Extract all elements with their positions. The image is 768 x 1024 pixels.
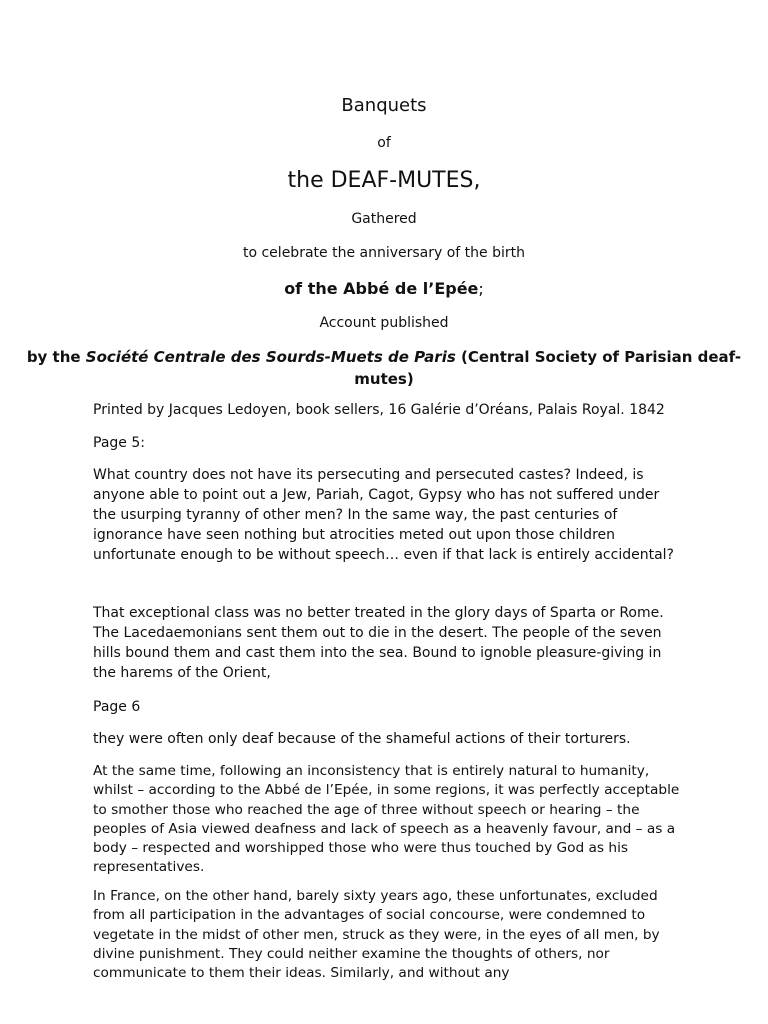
page-5-marker	[93, 433, 683, 453]
title-abbe-suffix: ;	[478, 279, 484, 298]
paragraph-4-text: At the same time, following an inconsistency that is entirely natural to humanity, whilst – according to the Abbé de l’Epée, in some regions, it was perfectly acceptable to smother those who reached the age of three without speech or hearing – the peoples of Asia viewed deafness and lack of speech as a heavenly favour, and – as a body – respected and worshipped those who were thus touched by God as his representatives.	[93, 763, 680, 876]
paragraph-5-text: In France, on the other hand, barely sixty years ago, these unfortunates, excluded from all participation in the advantages of social concourse, were condemned to vegetate in the midst of other men, struck as they were, in the eyes of all men, by divine punishment. They could neither examine the thoughts of others, nor communicate to them their ideas. Similarly, and without any	[93, 888, 660, 982]
title-account: Account published	[319, 315, 449, 331]
paragraph-1-text: What country does not have its persecuting and persecuted castes? Indeed, is anyone able to point out a Jew, Pariah, Cagot, Gypsy who has not suffered under the usurping tyranny of other men? In the same way, the past centuries of ignorance have seen nothing but atrocities meted out upon those children unfortunate enough to be without speech… even if that lack is entirely accidental?	[93, 467, 674, 563]
title-abbe-name: of the Abbé de l’Epée	[284, 279, 479, 298]
page-6-label: Page 6	[93, 699, 141, 715]
title-society	[0, 346, 768, 390]
title-abbe	[0, 278, 768, 300]
paragraph-4	[93, 762, 683, 878]
paragraph-3	[93, 729, 683, 749]
title-celebrate: to celebrate the anniversary of the birth	[242, 245, 526, 261]
title-deaf-mutes: the DEAF-MUTES,	[287, 168, 481, 193]
society-prefix: by the	[26, 348, 86, 366]
imprint-line	[93, 400, 683, 420]
society-name: Société Centrale des Sourds-Muets de Paris	[85, 348, 456, 366]
paragraph-2	[93, 603, 683, 683]
paragraph-5	[93, 887, 683, 983]
imprint-text: Printed by Jacques Ledoyen, book sellers, 16 Galérie d’Oréans, Palais Royal. 1842	[93, 402, 665, 418]
society-suffix: (Central Society of Parisian deaf-mutes)	[354, 348, 742, 388]
title-gathered: Gathered	[351, 211, 417, 227]
paragraph-2-text: That exceptional class was no better treated in the glory days of Sparta or Rome. The Lacedaemonians sent them out to die in the desert. The people of the seven hills bound them and cast them into the sea. Bound to ignoble pleasure-giving in the harems of the Orient,	[93, 605, 664, 681]
page-5-label: Page 5:	[93, 435, 145, 451]
paragraph-3-text: they were often only deaf because of the shameful actions of their torturers.	[93, 731, 631, 747]
title-of: of	[377, 135, 391, 151]
paragraph-1	[93, 465, 683, 565]
document-title: Banquets	[341, 95, 427, 116]
page-6-marker	[93, 697, 683, 717]
